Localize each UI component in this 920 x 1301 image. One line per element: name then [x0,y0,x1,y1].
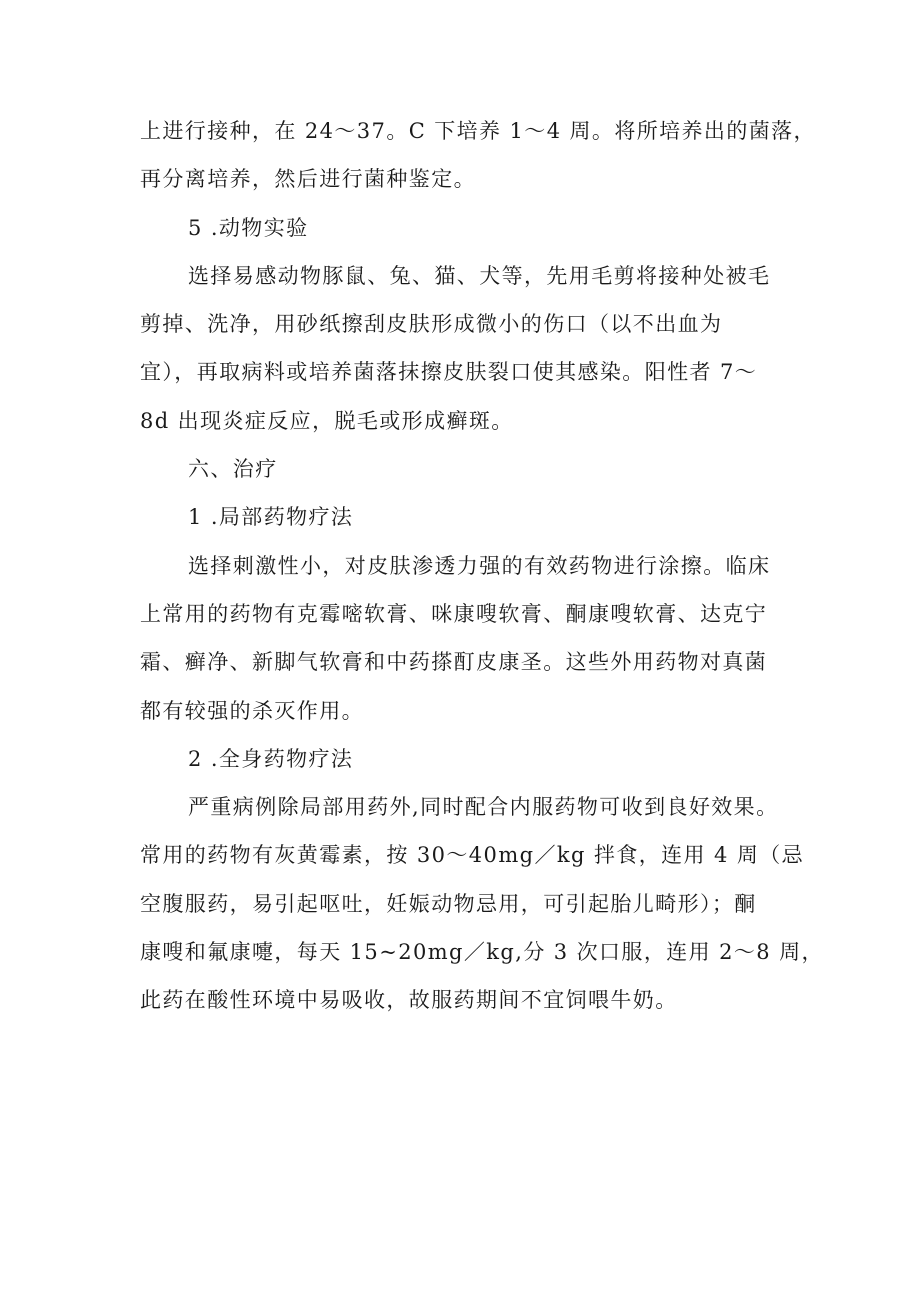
section-heading-animal-test: 5 .动物实验 [188,215,309,240]
text-line: 空腹服药，易引起呕吐，妊娠动物忌用，可引起胎儿畸形）；酮 [140,891,757,916]
section-heading-treatment: 六、治疗 [188,457,278,482]
text-line: 再分离培养，然后进行菌种鉴定。 [140,167,476,192]
text-line: 此药在酸性环境中易吸收，故服药期间不宜饲喂牛奶。 [140,988,678,1013]
text-line: 选择易感动物豚鼠、兔、猫、犬等，先用毛剪将接种处被毛 [188,263,771,288]
text-line: 常用的药物有灰黄霉素，按 30～40mg／kg 拌食，连用 4 周（忌 [140,843,805,868]
text-line: 选择刺激性小，对皮肤渗透力强的有效药物进行涂擦。临床 [188,553,771,578]
text-line: 宜），再取病料或培养菌落抹擦皮肤裂口使其感染。阳性者 7～ [140,360,758,385]
section-heading-local-therapy: 1 .局部药物疗法 [188,505,354,530]
text-line: 都有较强的杀灭作用。 [140,698,364,723]
text-line: 康嗖和氟康嚏，每天 15~20mg／kg,分 3 次口服，连用 2～8 周， [140,940,824,965]
text-line: 上常用的药物有克霉嘧软膏、咪康嗖软膏、酮康嗖软膏、达克宁 [140,601,768,626]
text-line: 霜、癣净、新脚气软膏和中药搽酊皮康圣。这些外用药物对真菌 [140,650,768,675]
text-line: 8d 出现炎症反应，脱毛或形成癣斑。 [140,408,514,433]
body-text [140,107,824,1025]
text-line: 剪掉、洗净，用砂纸擦刮皮肤形成微小的伤口（以不出血为 [140,312,723,337]
text-line: 严重病例除局部用药外,同时配合内服药物可收到良好效果。 [188,795,779,820]
text-line: 上进行接种，在 24～37。C 下培养 1～4 周。将所培养出的菌落， [140,119,816,143]
section-heading-systemic-therapy: 2 .全身药物疗法 [188,746,354,771]
